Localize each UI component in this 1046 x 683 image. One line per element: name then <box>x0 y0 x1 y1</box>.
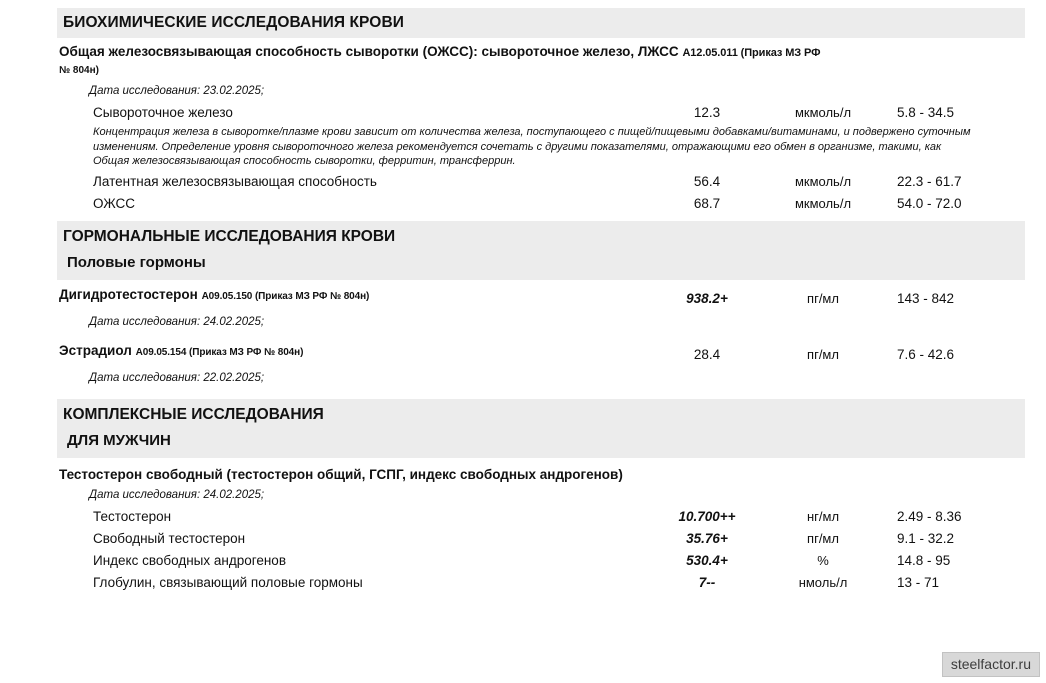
analyte-comment-iron: Концентрация железа в сыворотке/плазме крови зависит от количества железа, поступающего с пищей/пищевыми добавками/витаминами, и подвержено суточным изменениям. Определение уровня сывороточного железа рекомендуется сочетать с другими показателями, отражающими его обмен в организме, такими, как Общая железосвязывающая способность сыворотки, ферритин, трансферрин. <box>93 126 971 167</box>
analyte-reference-range: 5.8 - 34.5 <box>897 105 955 120</box>
analyte-reference-range: 14.8 - 95 <box>897 552 951 568</box>
table-row <box>57 102 1025 124</box>
analyte-units: пг/мл <box>807 530 839 546</box>
analyte-units: нмоль/л <box>798 574 848 590</box>
section-title: ГОРМОНАЛЬНЫЕ ИССЛЕДОВАНИЯ КРОВИ <box>63 227 396 245</box>
analyte-title-code: А09.05.150 (Приказ МЗ РФ № 804н) <box>201 290 370 302</box>
analyte-value: 56.4 <box>693 173 721 189</box>
table-row <box>57 171 1025 193</box>
analyte-name: Глобулин, связывающий половые гормоны <box>93 574 363 590</box>
analyte-value: 7-- <box>698 574 716 590</box>
date-line-ozss: Дата исследования: 23.02.2025; <box>89 85 265 97</box>
date-line-dht: Дата исследования: 24.02.2025; <box>89 315 265 328</box>
table-row <box>57 528 1025 550</box>
analyte-reference-range: 9.1 - 32.2 <box>897 530 955 546</box>
section-title: КОМПЛЕКСНЫЕ ИССЛЕДОВАНИЯ <box>63 405 324 423</box>
analyte-name: ОЖСС <box>93 195 136 211</box>
analyte-name: Латентная железосвязывающая способность <box>93 173 377 189</box>
analyte-name: Индекс свободных андрогенов <box>93 552 286 568</box>
group-title-code-line2: № 804н) <box>59 65 99 76</box>
analyte-value: 10.700++ <box>678 508 736 524</box>
watermark: steelfactor.ru <box>942 652 1040 677</box>
analyte-value: 530.4+ <box>686 552 728 568</box>
section-header-complex <box>57 399 1025 458</box>
analyte-reference-range: 7.6 - 42.6 <box>897 346 955 362</box>
report-sheet <box>57 8 1025 594</box>
test-group-title-ozss <box>57 38 1025 81</box>
analyte-name: Тестостерон <box>93 508 172 524</box>
group-title-text: Общая железосвязывающая способность сыворотки (ОЖСС): сывороточное железо, ЛЖСС <box>59 44 679 59</box>
group-title-text: Тестостерон свободный (тестостерон общий, ГСПГ, индекс свободных андрогенов) <box>59 466 623 482</box>
analyte-title-code: А09.05.154 (Приказ МЗ РФ № 804н) <box>135 346 304 358</box>
section-header-hormones <box>57 221 1025 280</box>
analyte-value: 28.4 <box>693 346 721 362</box>
test-group-title-free-testosterone <box>57 458 1025 485</box>
analyte-value: 68.7 <box>693 195 721 211</box>
analyte-units: пг/мл <box>807 290 839 306</box>
analyte-title-text: Эстрадиол <box>59 342 132 358</box>
section-subtitle: Половые гормоны <box>67 253 206 271</box>
spacer <box>57 389 1025 399</box>
table-row <box>57 550 1025 572</box>
table-row <box>57 572 1025 594</box>
date-line-estradiol: Дата исследования: 22.02.2025; <box>89 371 265 384</box>
analyte-value: 938.2+ <box>686 290 728 306</box>
section-subtitle: ДЛЯ МУЖЧИН <box>67 431 171 449</box>
analyte-name: Свободный тестостерон <box>93 530 246 546</box>
table-row <box>57 193 1025 215</box>
group-title-code: А12.05.011 (Приказ МЗ РФ <box>682 47 821 59</box>
analyte-units: мкмоль/л <box>794 105 852 120</box>
analyte-units: пг/мл <box>807 346 839 362</box>
table-row <box>57 342 1025 365</box>
table-row <box>57 286 1025 309</box>
analyte-units: мкмоль/л <box>794 173 852 189</box>
table-row <box>57 506 1025 528</box>
analyte-reference-range: 143 - 842 <box>897 290 955 306</box>
date-line-free-testosterone: Дата исследования: 24.02.2025; <box>89 488 265 501</box>
analyte-value: 12.3 <box>693 105 721 120</box>
analyte-reference-range: 22.3 - 61.7 <box>897 173 962 189</box>
analyte-value: 35.76+ <box>686 530 728 546</box>
analyte-reference-range: 2.49 - 8.36 <box>897 508 962 524</box>
section-title: БИОХИМИЧЕСКИЕ ИССЛЕДОВАНИЯ КРОВИ <box>63 14 404 31</box>
analyte-units: % <box>817 552 829 568</box>
section-header-biochemistry <box>57 8 1025 38</box>
analyte-units: мкмоль/л <box>794 195 852 211</box>
analyte-title-text: Дигидротестостерон <box>59 286 198 302</box>
analyte-reference-range: 13 - 71 <box>897 574 940 590</box>
analyte-reference-range: 54.0 - 72.0 <box>897 195 962 211</box>
analyte-name: Сывороточное железо <box>93 105 233 120</box>
analyte-units: нг/мл <box>806 508 840 524</box>
